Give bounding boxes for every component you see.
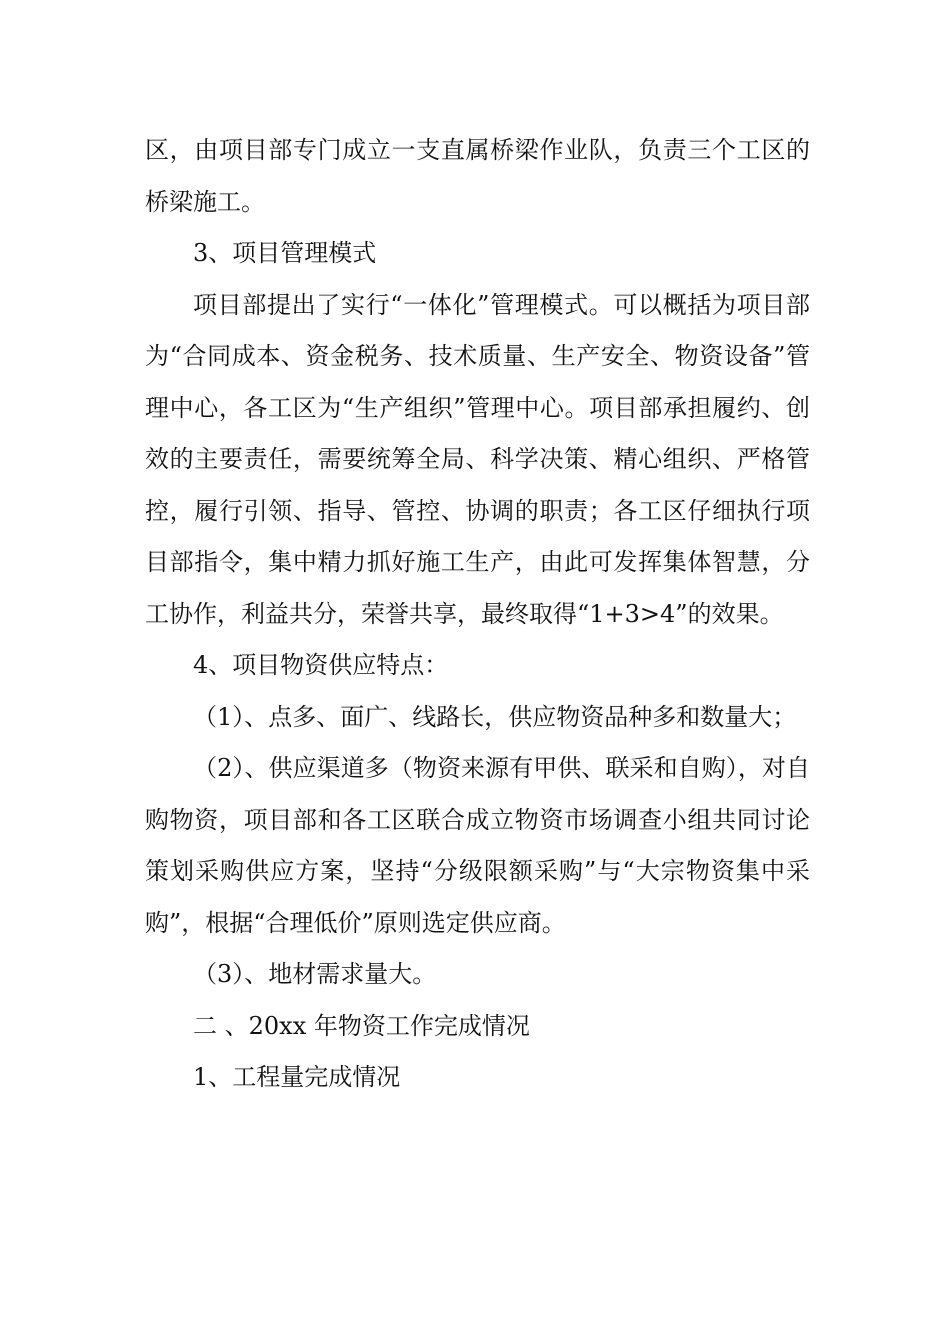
heading-management-mode: 3、项目管理模式 [193, 239, 377, 267]
list-item-supply-2: （2）、供应渠道多（物资来源有甲供、联采和自购），对自购物资，项目部和各工区联合成立物资市场调查小组共同讨论策划采购供应方案，坚持“分级限额采购”与“大宗物资集中采购”，根据“合理低价”原则选定供应商。 [145, 754, 810, 937]
heading-supply-features: 4、项目物资供应特点： [193, 651, 449, 679]
heading-workload: 1、工程量完成情况 [193, 1063, 401, 1091]
paragraph-bridge-team: 区，由项目部专门成立一支直属桥梁作业队，负责三个工区的桥梁施工。 [145, 136, 810, 216]
list-item-supply-1: （1）、点多、面广、线路长，供应物资品种多和数量大； [193, 702, 797, 731]
list-item-supply-3: （3）、地材需求量大。 [193, 960, 437, 988]
document-page [145, 125, 810, 1104]
paragraph-integrated-management: 项目部提出了实行“一体化”管理模式。可以概括为项目部为“合同成本、资金税务、技术质量、生产安全、物资设备”管理中心，各工区为“生产组织”管理中心。项目部承担履约、创效的主要责任，需要统筹全局、科学决策、精心组织、严格管控，履行引领、指导、管控、协调的职责；各工区仔细执行项目部指令，集中精力抓好施工生产，由此可发挥集体智慧，分工协作，利益共分，荣誉共享，最终取得“1+3>4”的效果。 [145, 290, 810, 628]
heading-section-two: 二 、20xx 年物资工作完成情况 [193, 1011, 530, 1040]
